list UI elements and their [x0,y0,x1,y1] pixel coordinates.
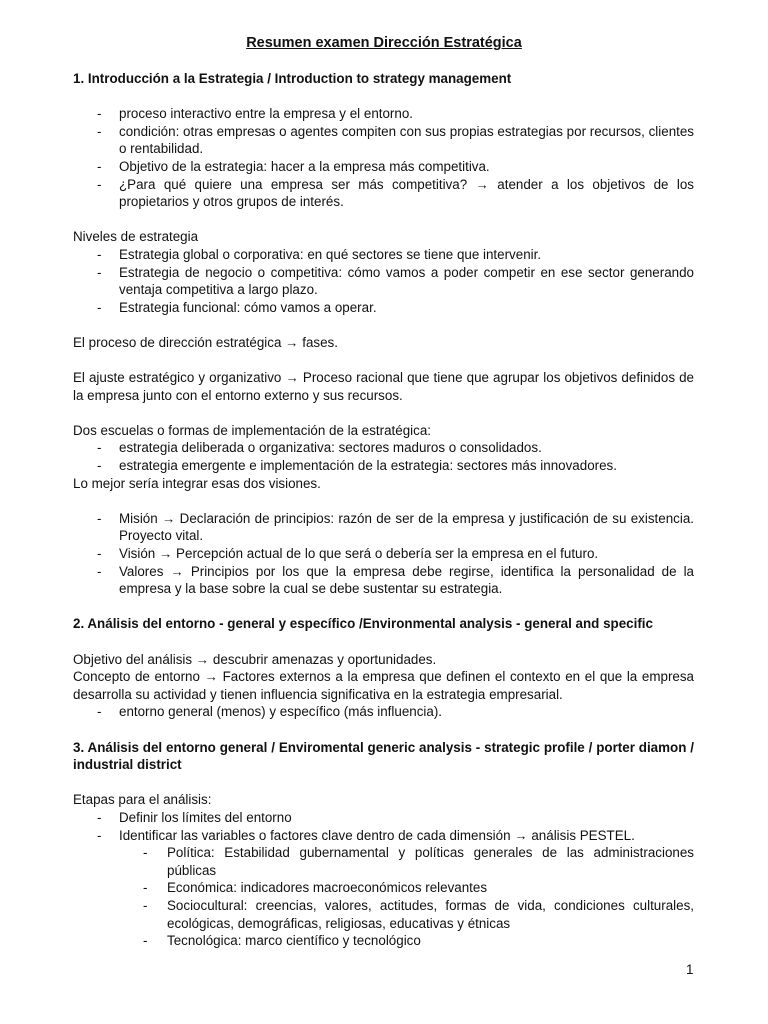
intro-bullet-list [73,105,694,211]
mision-vision-valores-list [73,510,694,598]
document-body [73,70,694,950]
escuelas-label: Dos escuelas o formas de implementación de la estratégica: [73,422,432,438]
list-item: - estrategia emergente e implementación de la estrategia: sectores más innovadores. [73,457,694,475]
entorno-list [73,703,694,721]
list-item: - ¿Para qué quiere una empresa ser más competitiva? → atender a los objetivos de los propietarios y otros grupos de interés. [73,176,694,211]
page-number: 1 [686,962,694,977]
objetivo-paragraph: Objetivo del análisis → descubrir amenazas y oportunidades. [73,651,437,667]
list-item: - Valores → Principios por los que la empresa debe regirse, identifica la personalidad de la empresa y la base sobre la cual se debe sustentar su estrategia. [73,563,694,598]
list-item: - Tecnológica: marco científico y tecnológico [73,932,694,950]
list-item: - Objetivo de la estrategia: hacer a la empresa más competitiva. [73,158,694,176]
mejor-paragraph: Lo mejor sería integrar esas dos visiones. [73,475,321,491]
niveles-list [73,246,694,316]
list-item: - Estrategia funcional: cómo vamos a operar. [73,299,694,317]
list-item: - Estrategia global o corporativa: en qué sectores se tiene que intervenir. [73,246,694,264]
list-item: - Visión → Percepción actual de lo que será o debería ser la empresa en el futuro. [73,545,694,563]
list-item: - proceso interactivo entre la empresa y el entorno. [73,105,694,123]
list-item: - Sociocultural: creencias, valores, actitudes, formas de vida, condiciones culturales, ecológicas, demográficas, religiosas, educativas y étnicas [73,897,694,932]
list-item: - Política: Estabilidad gubernamental y políticas generales de las administraciones públicas [73,844,694,879]
list-item: - Definir los límites del entorno [73,809,694,827]
ajuste-paragraph: El ajuste estratégico y organizativo → Proceso racional que tiene que agrupar los objetivos definidos de la empresa junto con el entorno externo y sus recursos. [73,370,694,403]
etapas-label: Etapas para el análisis: [73,792,212,808]
escuelas-list [73,439,694,474]
proceso-paragraph: El proceso de dirección estratégica → fases. [73,334,338,350]
niveles-label: Niveles de estrategia [73,229,199,245]
section-1-heading: 1. Introducción a la Estrategia / Introduction to strategy management [73,71,512,86]
pestel-list [73,844,694,950]
list-item: - Identificar las variables o factores clave dentro de cada dimensión → análisis PESTEL. [73,827,694,845]
etapas-list [73,809,694,844]
section-2-heading: 2. Análisis del entorno - general y específico /Environmental analysis - general and specific [73,616,653,632]
list-item: - Económica: indicadores macroeconómicos relevantes [73,879,694,897]
list-item: - estrategia deliberada o organizativa: sectores maduros o consolidados. [73,439,694,457]
concepto-paragraph: Concepto de entorno → Factores externos a la empresa que definen el contexto en el que la empresa desarrolla su actividad y tienen influencia significativa en la estrategia empresarial. [73,669,694,702]
section-3-heading: 3. Análisis del entorno general / Enviromental generic analysis - strategic profile / porter diamon / industrial district [73,739,694,773]
list-item: - condición: otras empresas o agentes compiten con sus propias estrategias por recursos, clientes o rentabilidad. [73,123,694,158]
list-item: - entorno general (menos) y específico (más influencia). [73,703,694,721]
document-title: Resumen examen Dirección Estratégica [246,35,522,51]
list-item: - Estrategia de negocio o competitiva: cómo vamos a poder competir en ese sector generando ventaja competitiva a largo plazo. [73,264,694,299]
list-item: - Misión → Declaración de principios: razón de ser de la empresa y justificación de su existencia. Proyecto vital. [73,510,694,545]
